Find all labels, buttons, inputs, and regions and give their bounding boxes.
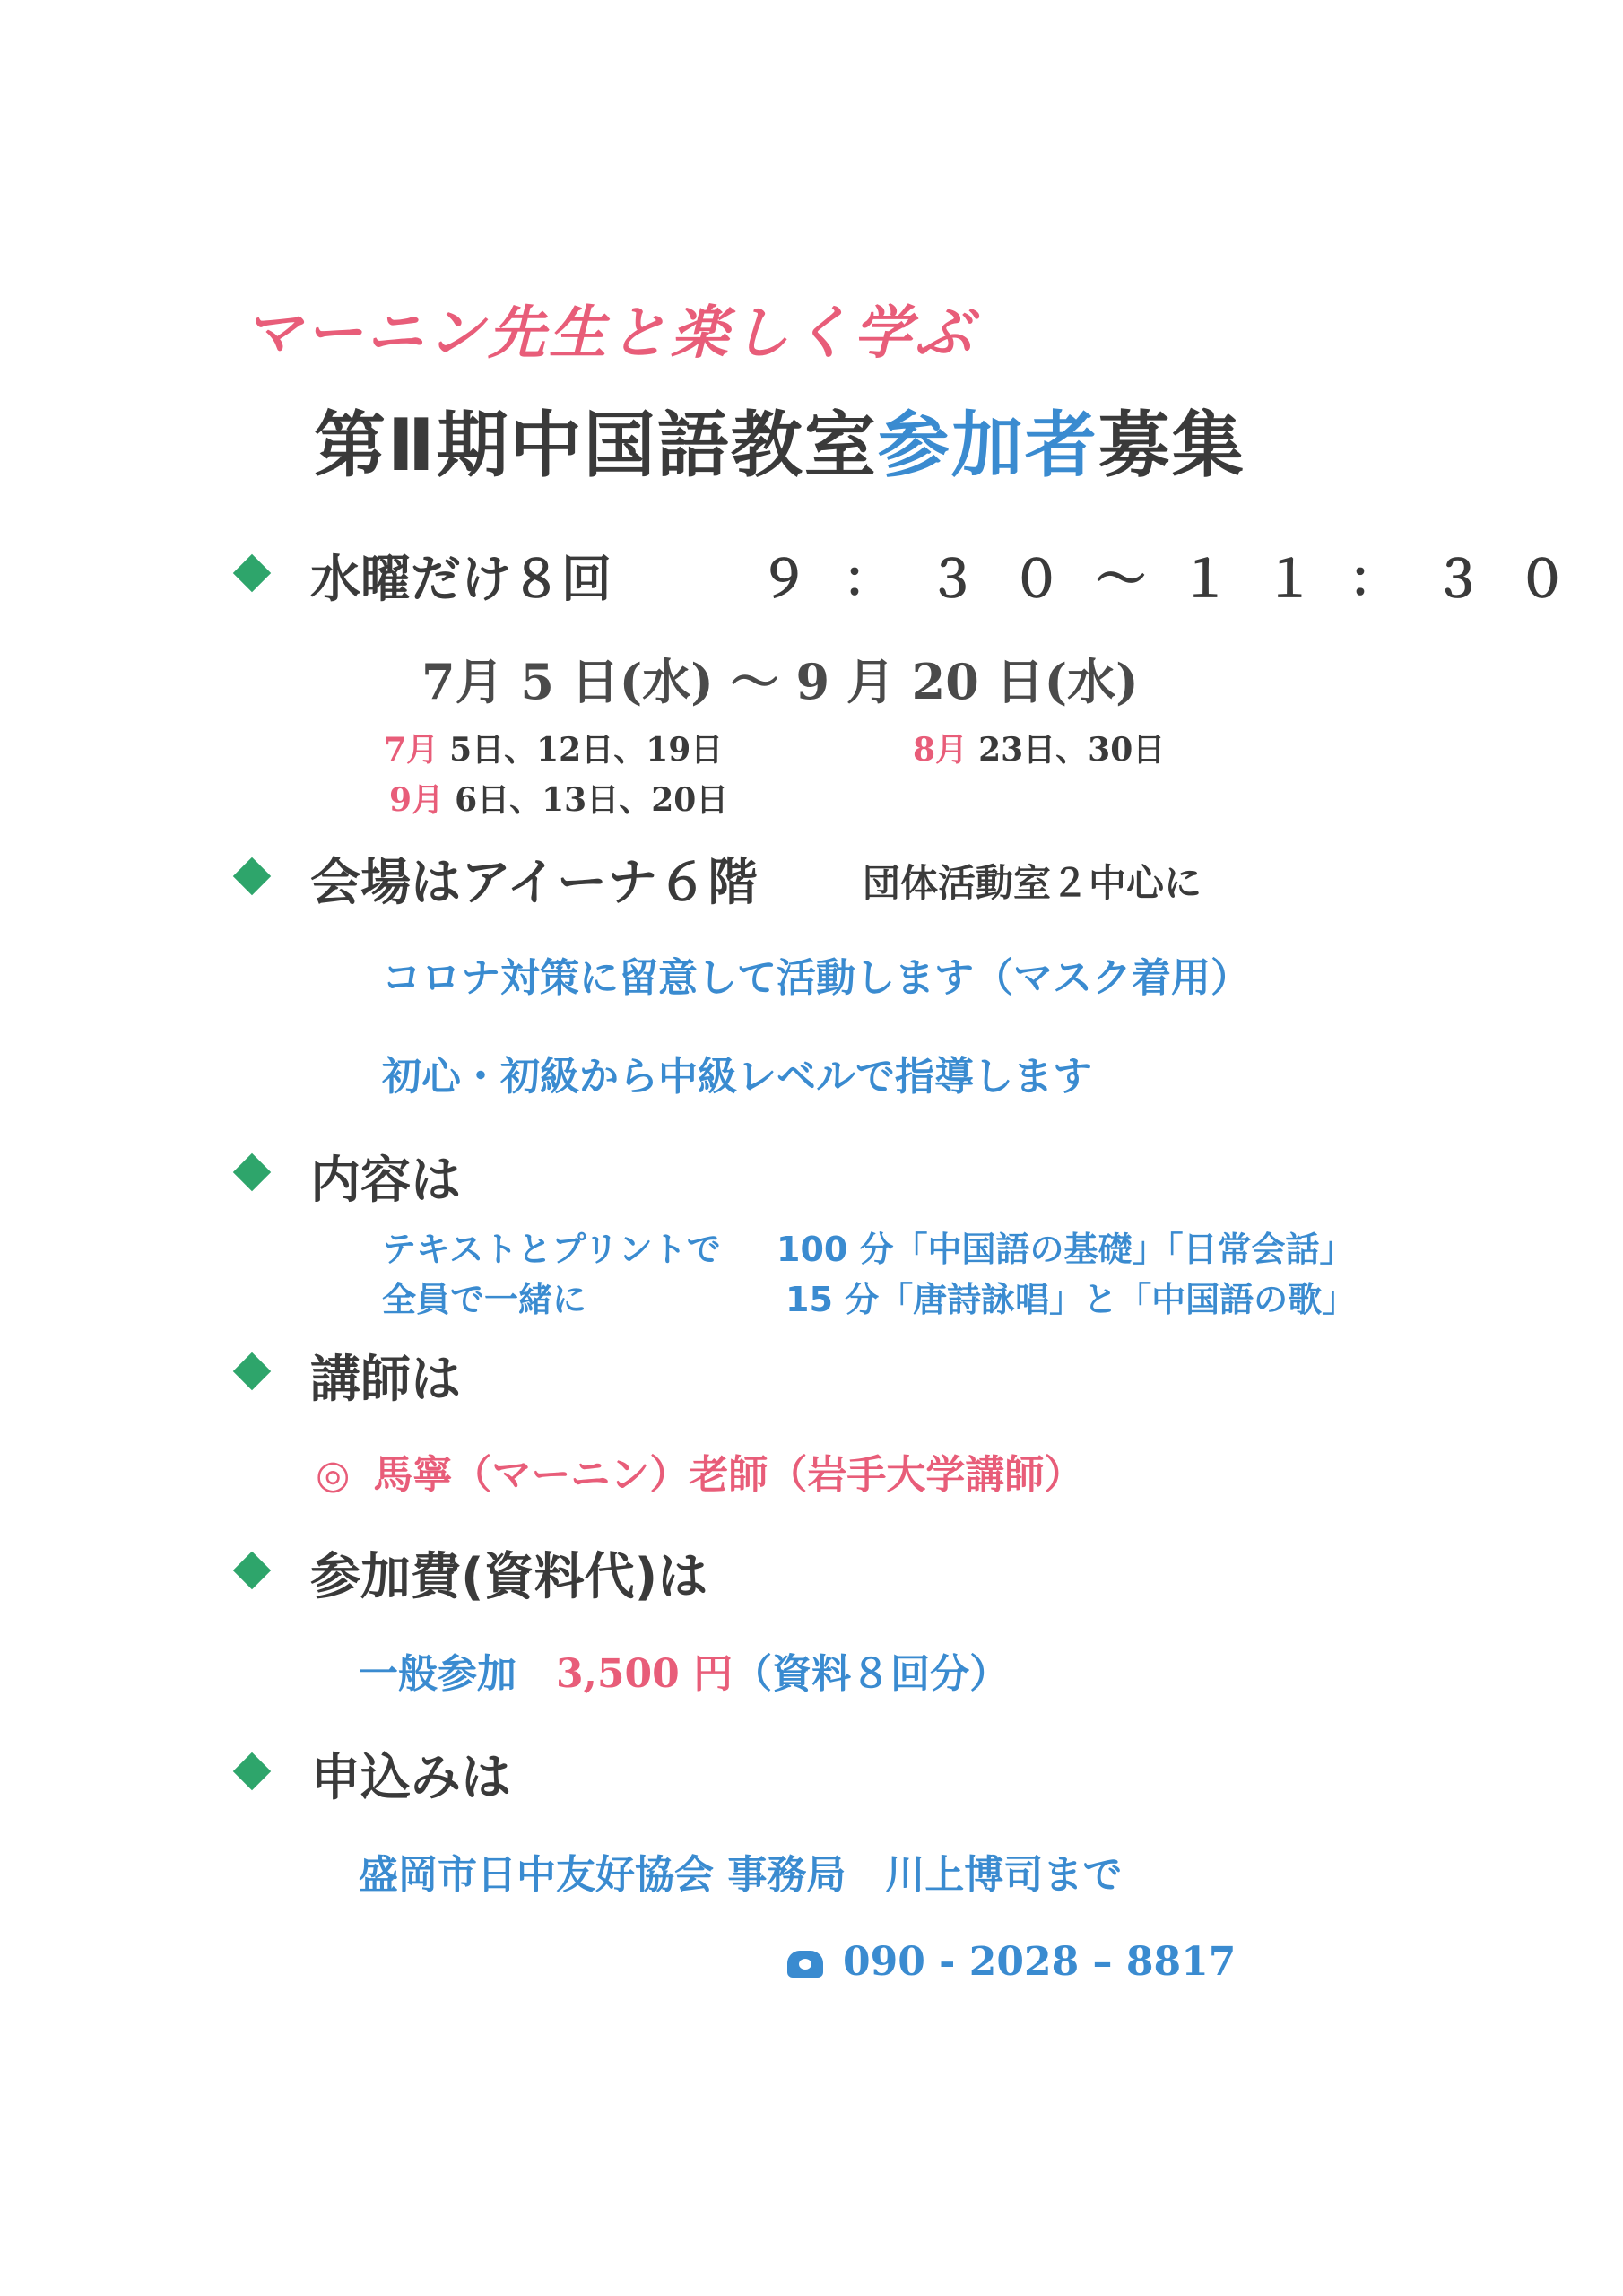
diamond-bullet-icon xyxy=(233,1552,271,1589)
apply-heading: 申込みは xyxy=(310,1749,511,1807)
day-list: 6日、13日、20日 xyxy=(455,781,729,819)
month-label: 9月 xyxy=(389,781,445,819)
apply-phone xyxy=(787,1939,1236,1985)
content-heading: 内容は xyxy=(310,1152,461,1210)
fee-note: （資料８回分） xyxy=(733,1651,1010,1697)
fee-label: 一般参加 xyxy=(359,1651,516,1697)
schedule-heading: 水曜だけ８回 xyxy=(310,551,612,609)
day-list: 5日、12日、19日 xyxy=(449,731,724,769)
content-line-2-right: 15 分「唐詩詠唱」と「中国語の歌」 xyxy=(785,1280,1357,1319)
teacher-line xyxy=(316,1442,1083,1500)
month-label: 7月 xyxy=(384,731,439,769)
teacher-name: 馬寧（マーニン）老師（岩手大学講師） xyxy=(373,1452,1084,1498)
title-part-1: 第Ⅱ期中国語教室 xyxy=(314,404,878,487)
diamond-bullet-icon xyxy=(233,1153,271,1191)
schedule-september xyxy=(389,775,728,821)
schedule-july xyxy=(384,725,723,770)
month-label: 8月 xyxy=(913,731,968,769)
phone-number: 090 - 2028 – 8817 xyxy=(843,1939,1237,1985)
diamond-bullet-icon xyxy=(233,554,271,592)
fee-amount: 3,500 円 xyxy=(556,1651,733,1697)
venue-heading: 会場はアイーナ６階 xyxy=(310,854,758,912)
diamond-bullet-icon xyxy=(233,1752,271,1790)
fee-line xyxy=(359,1641,1009,1699)
double-circle-icon: ◎ xyxy=(316,1452,351,1498)
venue-room: 団体活動室２中心に xyxy=(863,861,1202,905)
schedule-time: ９：３０～１１：３０ xyxy=(759,551,1601,609)
diamond-bullet-icon xyxy=(233,1352,271,1390)
teacher-heading: 講師は xyxy=(310,1351,461,1409)
schedule-august xyxy=(913,725,1165,770)
title-part-2: 参加者 xyxy=(877,404,1098,487)
content-line-1-left: テキストとプリントで xyxy=(382,1230,721,1269)
fee-heading: 参加費(資料代)は xyxy=(310,1548,708,1606)
title-part-3: 募集 xyxy=(1098,404,1245,487)
day-list: 23日、30日 xyxy=(978,731,1166,769)
venue-note-2: 初心・初級から中級レベルで指導します xyxy=(382,1054,1092,1100)
schedule-date-range: 7月 5 日(水) ～ 9 月 20 日(水) xyxy=(421,653,1139,710)
telephone-icon xyxy=(787,1951,823,1978)
apply-contact: 盛岡市日中友好協会 事務局 川上博司まで xyxy=(359,1852,1123,1898)
content-line-1-right: 100 分「中国語の基礎」「日常会話」 xyxy=(777,1230,1354,1269)
content-line-2-left: 全員で一緒に xyxy=(382,1280,587,1319)
diamond-bullet-icon xyxy=(233,857,271,895)
subtitle: マーニン先生と楽しく学ぶ xyxy=(244,300,976,367)
page-title xyxy=(314,387,1245,491)
venue-note-1: コロナ対策に留意して活動します（マスク着用） xyxy=(382,955,1250,1001)
